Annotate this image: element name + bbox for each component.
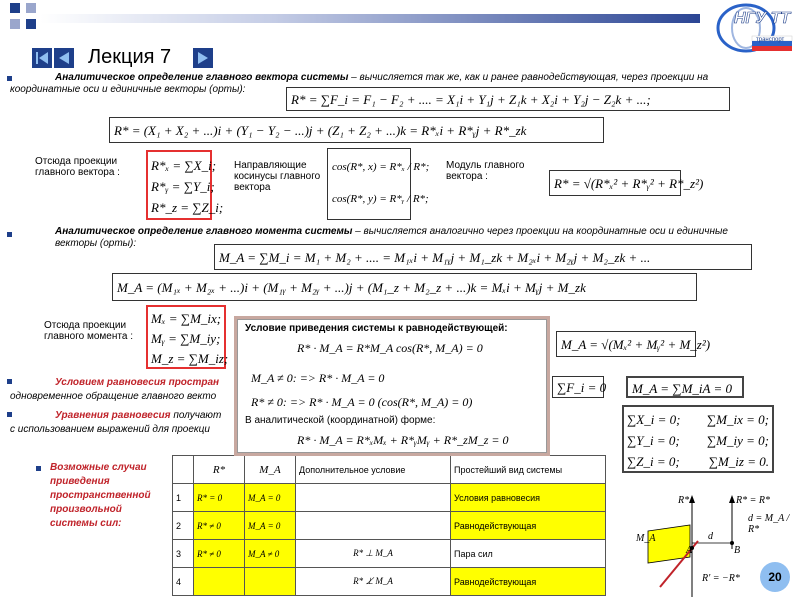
eq-sum-my: ∑M_iy = 0; (706, 433, 769, 448)
equations-vector-projections (146, 150, 224, 220)
page-title: Лекция 7 (88, 46, 172, 68)
equilibrium-equations-box (622, 405, 774, 473)
equation-equilibrium-force: ∑F_i = 0 (552, 376, 604, 398)
section-main-moment-heading: Аналитическое определение главного момента системы (55, 226, 353, 237)
equation-main-vector-expanded: R* = (X₁ + X₂ + ...)i + (Y₁ − Y₂ − ...)j + (Z₁ + Z₂ + ...)k = R*ₓi + R*ᵧj + R*_zk (109, 117, 604, 143)
section-main-vector-desc: – вычисляется так же, как и ранее равнодействующая, через проекции на координатные оси и единичные векторы (орты): (10, 72, 709, 95)
label-direction-cosines: Направляющие косинусы главного вектора (234, 160, 321, 193)
equation-equilibrium-moment: M_A = ∑M_iA = 0 (626, 376, 744, 398)
overlay-eq4: R* · M_A = R*ₓMₓ + R*ᵧMᵧ + R*_zM_z = 0 (297, 433, 509, 447)
section-main-moment-desc: – вычисляется аналогично через проекции на координатные оси и единичные векторы (орты): (55, 226, 728, 249)
nav-first-button[interactable] (32, 48, 52, 68)
section-equations-desc-2: с использованием выражений для проекци (10, 424, 210, 435)
eq-mom-proj-y: Mᵧ = ∑M_iy; (151, 331, 221, 346)
section-equilibrium-heading: Условием равновесия простран (55, 377, 220, 388)
resultant-condition-panel (234, 316, 550, 456)
cases-label: Возможные случаи приведения пространственной произвольной системы сил: (50, 462, 151, 529)
section-equations-text (10, 409, 235, 437)
diagram-label-r-eq: R* = R* (736, 495, 770, 506)
eq-proj-z: R*_z = ∑Z_i; (151, 200, 224, 215)
diagram-label-r: R* (678, 495, 690, 506)
overlay-analytic-label: В аналитической (координатной) форме: (245, 415, 436, 426)
section-equilibrium-text (10, 376, 235, 404)
equations-moment-projections (146, 305, 229, 369)
nav-prev-button[interactable] (54, 48, 74, 68)
diagram-label-b: B (734, 545, 741, 556)
header-extra: Дополнительное условие (296, 456, 451, 484)
section-equations-desc: получают (170, 410, 222, 421)
overlay-eq1: R* · M_A = R*M_A cos(R*, M_A) = 0 (297, 341, 483, 355)
equation-moment-modulus: M_A = √(Mₓ² + Mᵧ² + M_z²) (556, 331, 696, 357)
section-main-vector-heading: Аналитическое определение главного вектора системы (55, 72, 349, 83)
equation-main-moment-sum: M_A = ∑M_i = M₁ + M₂ + .... = M₁ₓi + M₁ᵧj + M₁_zk + M₂ₓi + M₂ᵧj + M₂_zk + ... (214, 244, 752, 270)
header-r: R* (194, 456, 245, 484)
bullet (36, 466, 41, 471)
eq-sum-mx: ∑M_ix = 0; (706, 412, 769, 427)
diagram-label-a: A (686, 545, 693, 556)
page-number: 20 (768, 570, 782, 584)
diagram-label-d: d (708, 531, 713, 542)
equations-direction-cosines (327, 148, 430, 220)
logo (702, 2, 794, 56)
table-row: 1 R* = 0 M_A = 0 Условия равновесия (173, 484, 606, 512)
equation-main-moment-expanded: M_A = (M₁ₓ + M₂ₓ + ...)i + (M₁ᵧ + M₂ᵧ + ...)j + (M₁_z + M₂_z + ...)k = Mₓi + Mᵧj + M_zk (112, 273, 697, 301)
diagram-label-m: M_A (636, 533, 656, 544)
table-row: 3 R* ≠ 0 M_A ≠ 0 R* ⊥ M_A Пара сил (173, 540, 606, 568)
label-moment-projections: Отсюда проекции главного момента : (44, 320, 133, 342)
eq-sum-x: ∑X_i = 0; (627, 412, 681, 427)
diagram-d-formula: d = M_A / R* (748, 513, 790, 535)
equation-main-vector-sum: R* = ∑F_i = F₁ − F₂ + .... = X₁i + Y₁j + Z₁k + X₂i + Y₂j − Z₂k + ...; (286, 87, 730, 111)
eq-sum-mz: ∑M_iz = 0. (708, 454, 769, 469)
overlay-eq2: M_A ≠ 0: => R* · M_A = 0 (251, 371, 385, 385)
eq-cos-x: cos(R*, x) = R*ₓ / R*; (332, 161, 430, 173)
label-vector-projections: Отсюда проекции главного вектора : (35, 156, 120, 178)
logo-subtext: транспорт (756, 37, 785, 43)
section-equilibrium-desc: одновременное обращение главного векто (10, 391, 217, 402)
eq-cos-y: cos(R*, y) = R*ᵧ / R*; (332, 193, 429, 205)
overlay-title: Условие приведения системы к равнодействующей: (245, 323, 508, 334)
section-equations-heading: Уравнения равновесия (55, 410, 171, 421)
diagram-label-r-prime: R' = −R* (702, 573, 740, 584)
table-row: 4 R* ⊥̸ M_A Равнодействующая (173, 568, 606, 596)
eq-proj-x: R*ₓ = ∑X_i; (151, 158, 217, 173)
cases-table (172, 455, 606, 596)
table-header-row (173, 456, 606, 484)
eq-proj-y: R*ᵧ = ∑Y_i; (151, 179, 215, 194)
header-m: M_A (245, 456, 296, 484)
eq-mom-proj-x: Mₓ = ∑M_ix; (151, 311, 222, 326)
eq-sum-z: ∑Z_i = 0; (627, 454, 680, 469)
equation-vector-modulus: R* = √(R*ₓ² + R*ᵧ² + R*_z²) (549, 170, 681, 196)
eq-mom-proj-z: M_z = ∑M_iz; (151, 351, 229, 366)
nav-next-button[interactable] (193, 48, 213, 68)
header-result: Простейший вид системы (451, 456, 606, 484)
label-vector-modulus: Модуль главного вектора : (446, 160, 525, 182)
table-row: 2 R* ≠ 0 M_A = 0 Равнодействующая (173, 512, 606, 540)
eq-sum-y: ∑Y_i = 0; (627, 433, 680, 448)
logo-text: НГУ ТТ (734, 10, 791, 27)
bullet (7, 232, 12, 237)
overlay-eq3: R* ≠ 0: => R* · M_A = 0 (cos(R*, M_A) = 0) (251, 395, 473, 409)
page-number-badge (760, 562, 790, 592)
